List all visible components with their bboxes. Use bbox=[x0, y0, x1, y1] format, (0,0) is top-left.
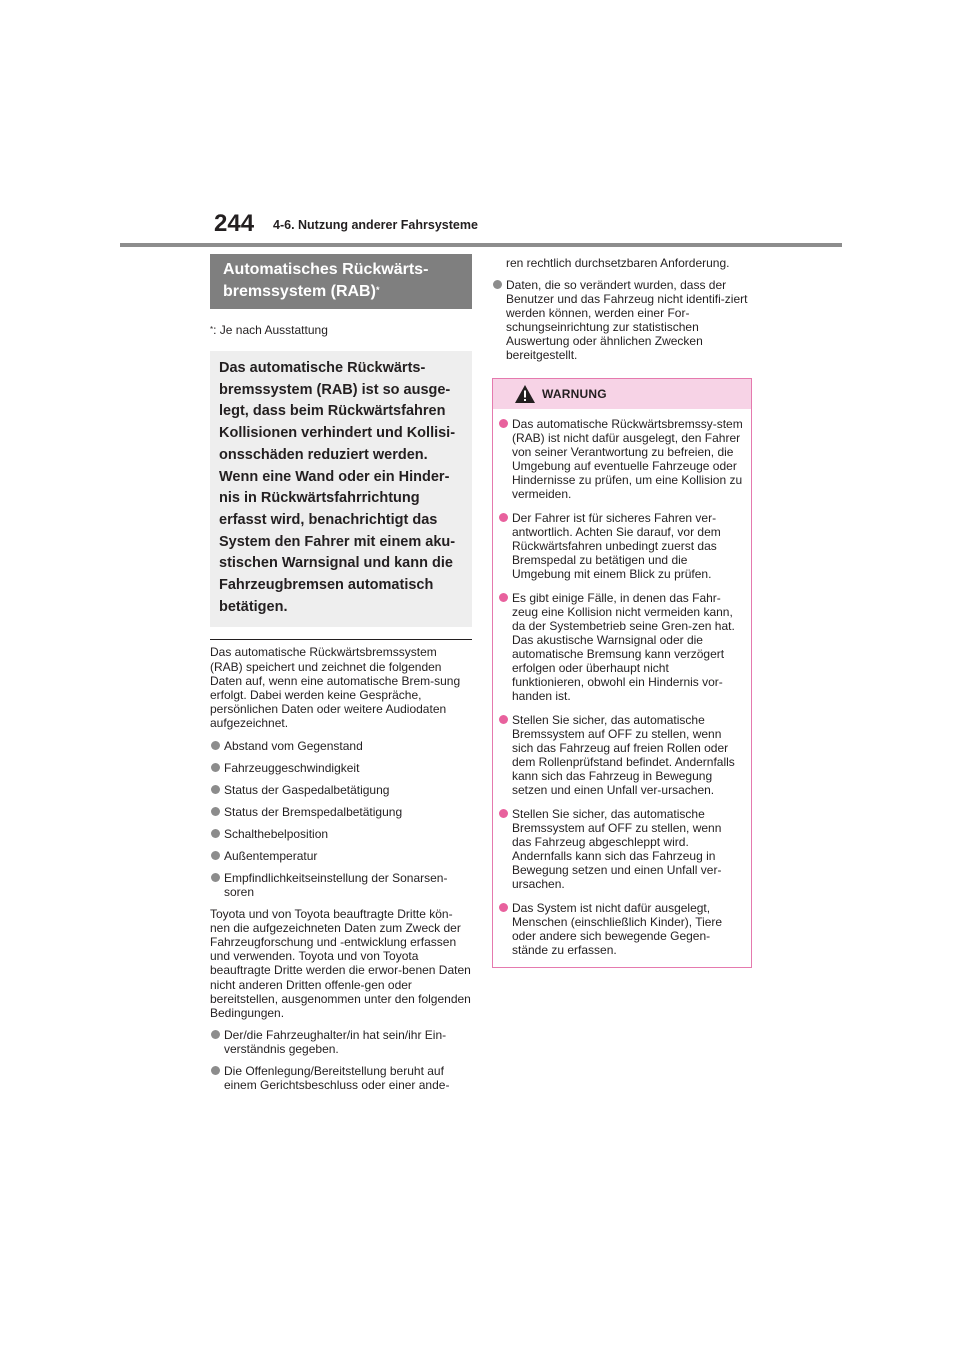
left-column bbox=[210, 254, 472, 1092]
bullet-dot-icon bbox=[211, 829, 220, 838]
warning-item: Es gibt einige Fälle, in denen das Fahr-zeug eine Kollision nicht vermeiden kann, da der Systembetrieb seine Gren-zen hat. Das akustische Warnsignal oder die automatische Bremsung kann verzögert erfolgen oder überhaupt nicht funktionieren, obwohl ein Hindernis vor-handen ist. bbox=[501, 591, 743, 703]
continuation-text: ren rechtlich durchsetzbaren Anforderung. bbox=[506, 256, 730, 270]
bullet-dot-icon bbox=[493, 280, 502, 289]
list-item: Fahrzeuggeschwindigkeit bbox=[210, 761, 472, 775]
warning-list bbox=[493, 409, 751, 967]
recorded-data-list bbox=[210, 739, 472, 899]
bullet-dot-icon bbox=[211, 763, 220, 772]
section-divider bbox=[210, 639, 472, 640]
bullet-dot-icon bbox=[499, 513, 508, 522]
bullet-dot-icon bbox=[211, 1030, 220, 1039]
warning-item: Das System ist nicht dafür ausgelegt, Menschen (einschließlich Kinder), Tiere oder andere sich bewegende Gegen-stände zu erfassen. bbox=[501, 901, 743, 957]
bullet-dot-icon bbox=[211, 1066, 220, 1075]
footnote bbox=[210, 323, 472, 337]
bullet-dot-icon bbox=[211, 851, 220, 860]
section-heading bbox=[210, 254, 472, 309]
warning-item: Stellen Sie sicher, das automatische Bremssystem auf OFF zu stellen, wenn sich das Fahrzeug auf freien Rollen oder dem Rollenprüfstand befindet. Andernfalls kann sich das Fahrzeug in Bewegung setzen und einen Unfall ver-ursachen. bbox=[501, 713, 743, 797]
heading-line-1: Automatisches Rückwärts- bbox=[223, 261, 429, 278]
bullet-dot-icon bbox=[211, 873, 220, 882]
footnote-mark: * bbox=[210, 325, 214, 334]
footnote-text: : Je nach Ausstattung bbox=[213, 323, 328, 337]
section-title: 4-6. Nutzung anderer Fahrsysteme bbox=[273, 218, 478, 232]
summary-line: Wenn eine Wand oder ein Hinder- bbox=[219, 468, 450, 485]
warning-triangle-icon bbox=[514, 384, 536, 404]
bullet-dot-icon bbox=[211, 785, 220, 794]
summary-line: legt, dass beim Rückwärtsfahren bbox=[219, 403, 446, 420]
list-item: Daten, die so verändert wurden, dass der Benutzer und das Fahrzeug nicht identifi-ziert werden können, werden einer For-schungseinrichtung zur statistischen Auswertung oder ähnlichen Zwecken bereitgestellt. bbox=[492, 278, 752, 362]
list-item: Abstand vom Gegenstand bbox=[210, 739, 472, 753]
list-item: Status der Bremspedalbetätigung bbox=[210, 805, 472, 819]
warning-header bbox=[493, 379, 751, 409]
list-item: Die Offenlegung/Bereitstellung beruht auf einem Gerichtsbeschluss oder einer ande- bbox=[210, 1064, 472, 1092]
bullet-dot-icon bbox=[211, 741, 220, 750]
usage-paragraph: Toyota und von Toyota beauftragte Dritte kön-nen die aufgezeichneten Daten zum Zweck der Fahrzeugforschung und -entwicklung erfassen und verwenden. Toyota und von Toyota beauftragte Dritte werden die erwor-benen Daten nicht anderen Dritten offenle-gen oder bereitstellen, ausgenommen unter den folgenden Bedingungen. bbox=[210, 906, 471, 1021]
summary-line: betätigen. bbox=[219, 598, 288, 615]
summary-line: onsschäden reduziert werden. bbox=[219, 446, 428, 463]
list-item: Status der Gaspedalbetätigung bbox=[210, 783, 472, 797]
list-item: Der/die Fahrzeughalter/in hat sein/ihr Ein-verständnis gegeben. bbox=[210, 1028, 472, 1056]
conditions-list-continued bbox=[492, 278, 752, 362]
summary-line: stischen Warnsignal und kann die bbox=[219, 555, 453, 572]
warning-box bbox=[492, 378, 752, 968]
conditions-list bbox=[210, 1028, 472, 1092]
warning-item: Das automatische Rückwärtsbremssy-stem (RAB) ist nicht dafür ausgelegt, den Fahrer von seiner Verantwortung zu befreien, die Umgebung auf eventuelle Fahrzeuge oder Hindernisse zu prüfen, um eine Kollision zu vermeiden. bbox=[501, 417, 743, 501]
header-rule bbox=[120, 243, 842, 247]
bullet-dot-icon bbox=[499, 715, 508, 724]
warning-title: WARNUNG bbox=[542, 387, 607, 401]
list-item: Empfindlichkeitseinstellung der Sonarsen-soren bbox=[210, 871, 472, 899]
warning-item: Der Fahrer ist für sicheres Fahren ver-antwortlich. Achten Sie darauf, vor dem Rückwärtsfahren unbedingt zuerst das Bremspedal zu betätigen und die Umgebung mit einem Blick zu prüfen. bbox=[501, 511, 743, 581]
summary-line: erfasst wird, benachrichtigt das bbox=[219, 511, 438, 528]
list-item: Außentemperatur bbox=[210, 849, 472, 863]
bullet-dot-icon bbox=[211, 807, 220, 816]
summary-line: Das automatische Rückwärts- bbox=[219, 360, 426, 376]
bullet-dot-icon bbox=[499, 809, 508, 818]
bullet-dot-icon bbox=[499, 903, 508, 912]
bullet-dot-icon bbox=[499, 593, 508, 602]
summary-box bbox=[210, 351, 472, 627]
bullet-dot-icon bbox=[499, 419, 508, 428]
summary-line: Fahrzeugbremsen automatisch bbox=[219, 577, 434, 594]
page-number: 244 bbox=[214, 210, 255, 237]
summary-line: Kollisionen verhindert und Kollisi- bbox=[219, 425, 456, 442]
right-column bbox=[492, 254, 752, 968]
heading-line-2: bremssystem (RAB) bbox=[223, 283, 376, 300]
warning-item: Stellen Sie sicher, das automatische Bremssystem auf OFF zu stellen, wenn das Fahrzeug abgeschleppt wird. Andernfalls kann sich das Fahrzeug in Bewegung setzen und einen Unfall ver-ursachen. bbox=[501, 807, 743, 891]
heading-footnote-mark: * bbox=[375, 285, 380, 295]
summary-line: nis in Rückwärtsfahrrichtung bbox=[219, 490, 420, 507]
summary-line: bremssystem (RAB) ist so ausge- bbox=[219, 381, 451, 398]
summary-line: System den Fahrer mit einem aku- bbox=[219, 533, 456, 550]
list-item: Schalthebelposition bbox=[210, 827, 472, 841]
intro-paragraph: Das automatische Rückwärtsbremssystem (RAB) speichert und zeichnet die folgenden Daten auf, wenn eine automatische Brem-sung erfolgt. Dabei werden keine Gespräche, persönlichen Daten oder weitere Audiodaten aufgezeichnet. bbox=[210, 645, 461, 731]
